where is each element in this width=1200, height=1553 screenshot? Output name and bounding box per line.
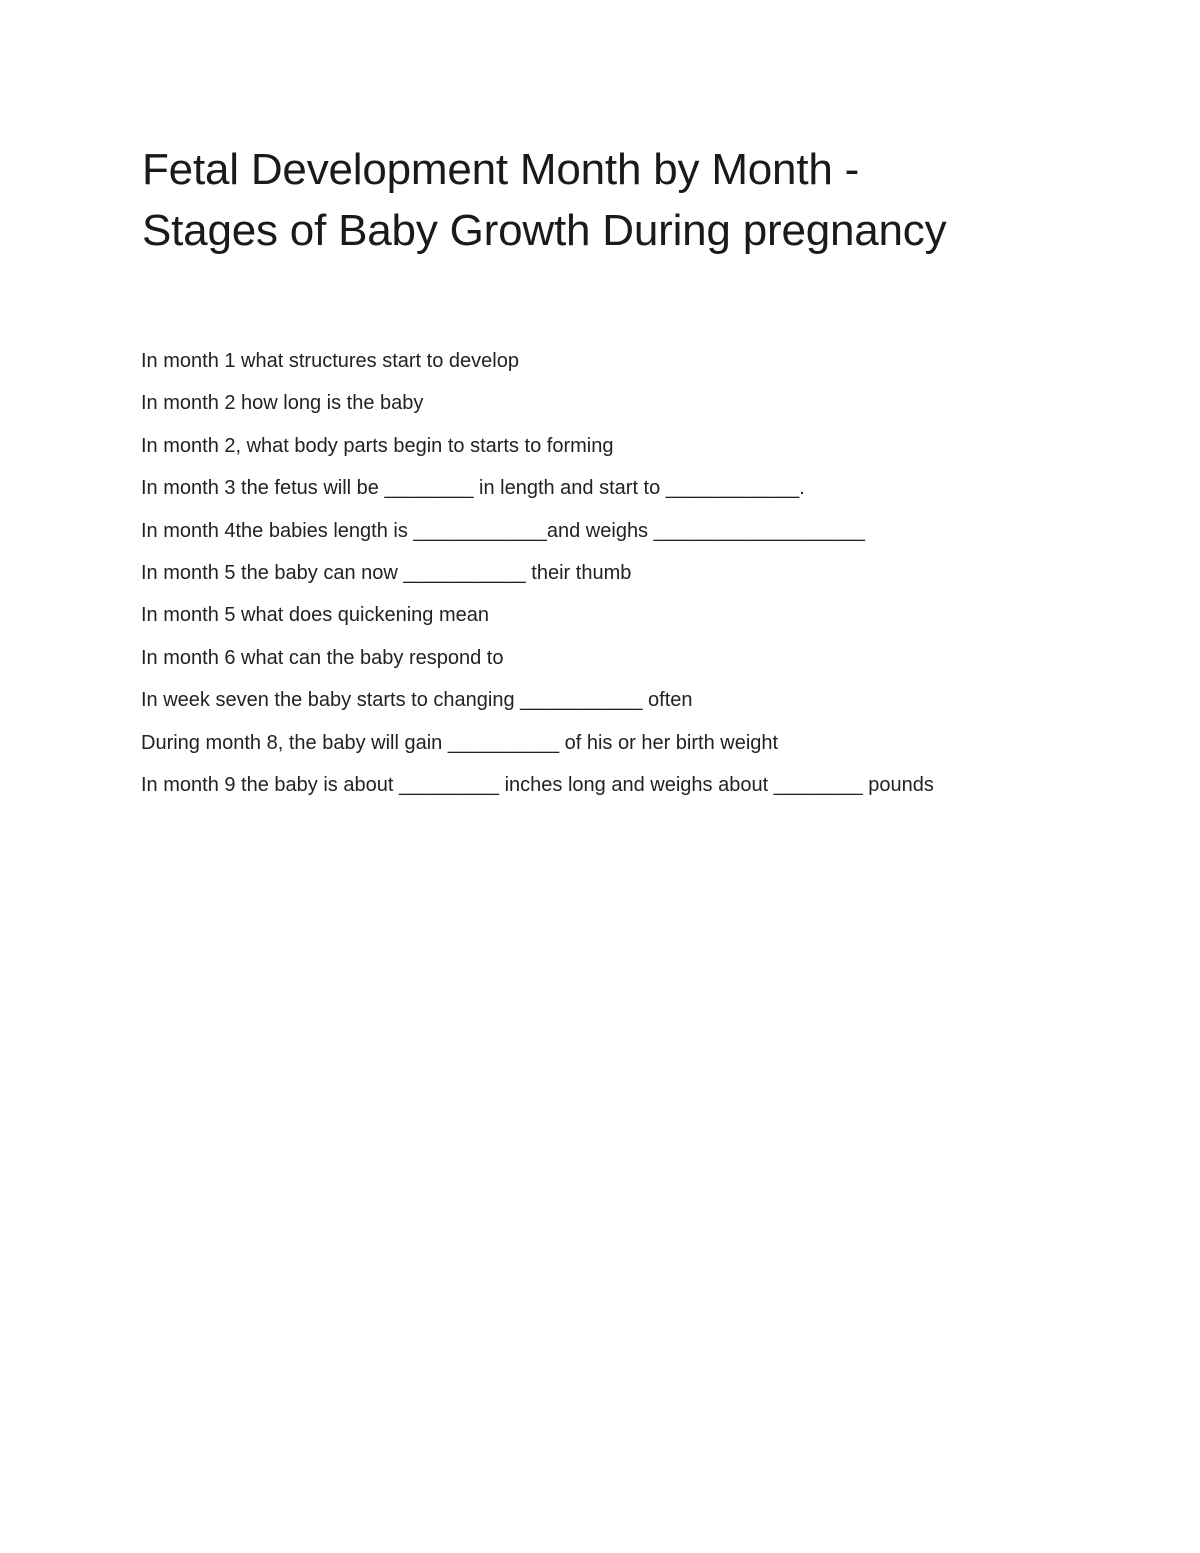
question-item: In month 2 how long is the baby	[141, 392, 424, 415]
question-item: In month 5 what does quickening mean	[141, 604, 489, 627]
question-item: In month 6 what can the baby respond to	[141, 646, 504, 669]
question-item: In month 5 the baby can now ___________ their thumb	[141, 561, 632, 584]
title-line-1: Fetal Development Month by Month -	[142, 145, 860, 194]
title-line-2: Stages of Baby Growth During pregnancy	[142, 206, 947, 255]
question-item: In month 2, what body parts begin to starts to forming	[141, 434, 614, 457]
question-item: In week seven the baby starts to changing ___________ often	[141, 689, 693, 712]
question-item: In month 1 what structures start to develop	[141, 350, 519, 372]
question-item: In month 9 the baby is about _________ inches long and weighs about ________ pounds	[141, 773, 934, 796]
question-item: In month 3 the fetus will be ________ in length and start to ____________.	[141, 477, 805, 500]
page-title	[142, 139, 1122, 261]
question-list	[141, 346, 1141, 812]
question-item: In month 4the babies length is ____________and weighs ___________________	[141, 519, 865, 542]
question-item: During month 8, the baby will gain __________ of his or her birth weight	[141, 731, 779, 754]
